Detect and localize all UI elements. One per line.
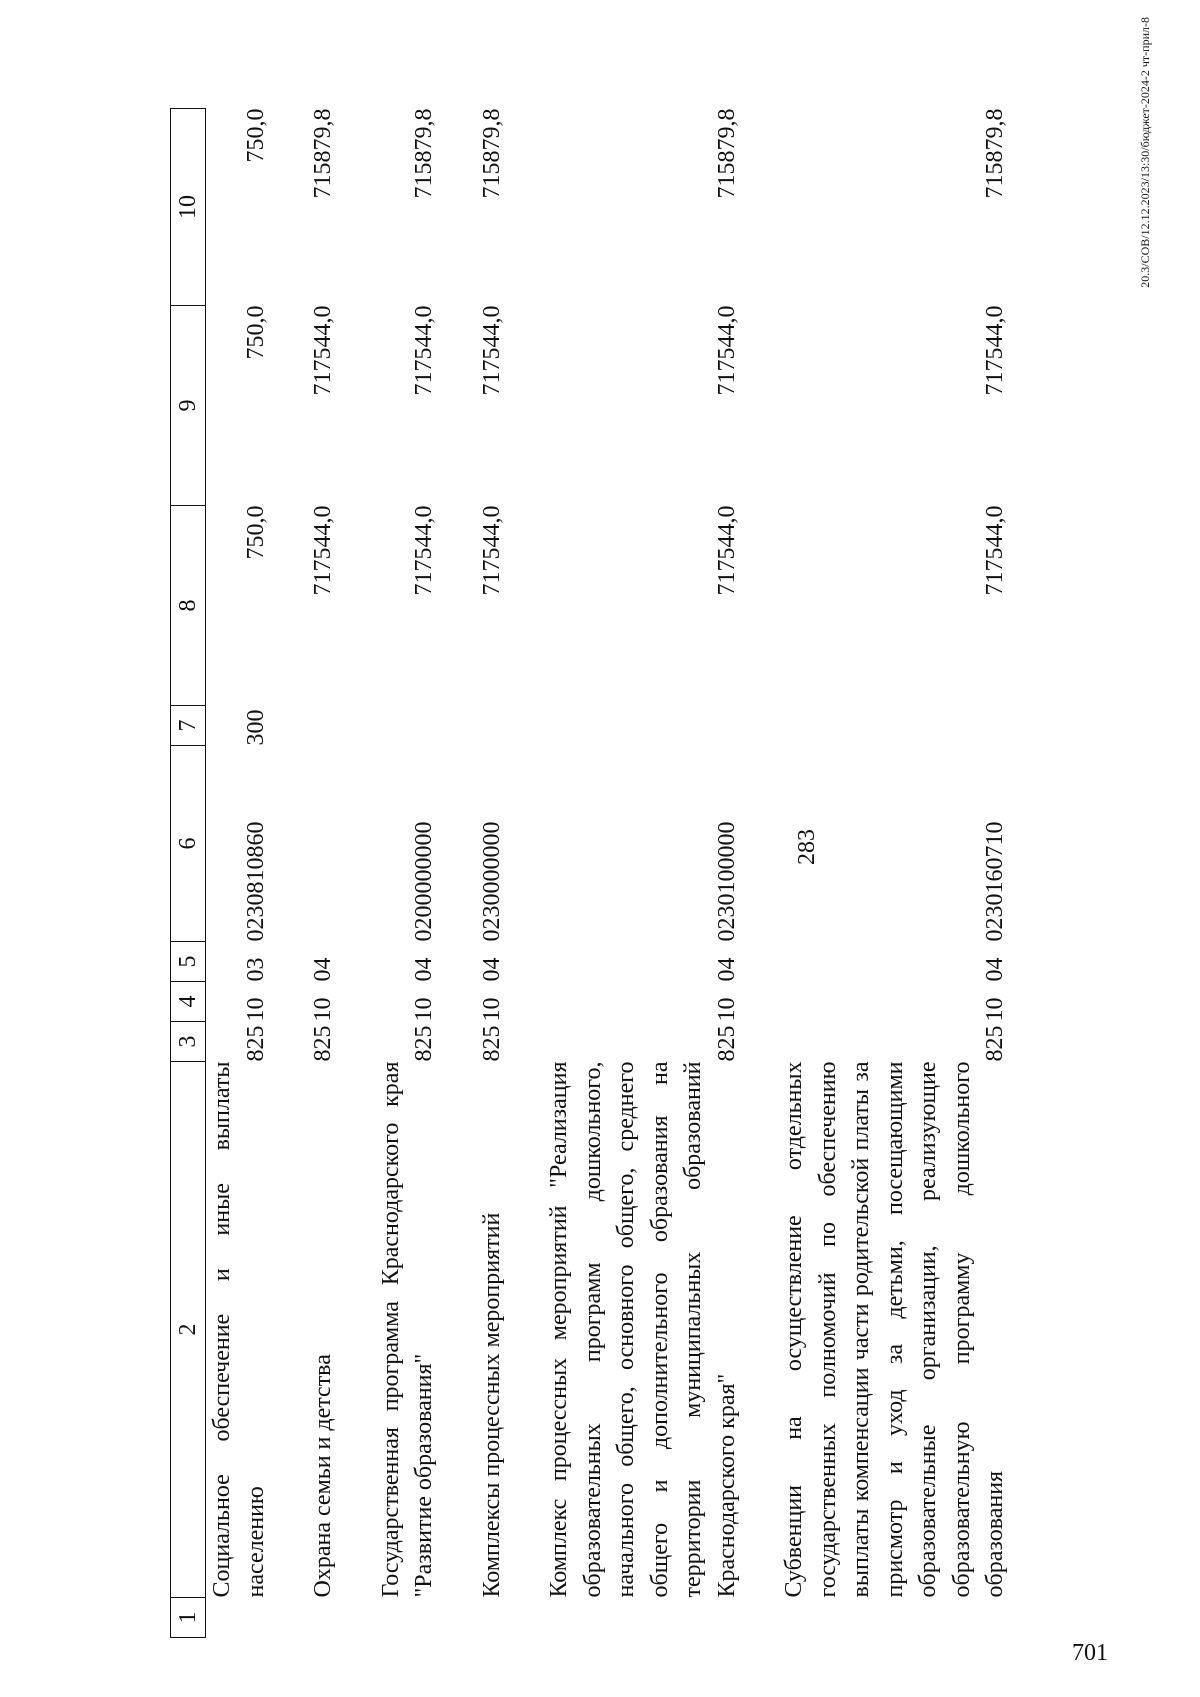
cell-section: 10 — [310, 997, 336, 1022]
cell-number — [206, 1598, 274, 1638]
col-header-4: 4 — [171, 982, 206, 1022]
cell-section: 10 — [478, 997, 505, 1022]
cell-target-article: 0230100000 — [713, 821, 740, 942]
cell-subsection: 04 — [713, 957, 740, 982]
cell-number — [307, 1598, 341, 1638]
cell-target-article: 0230000000 — [478, 821, 505, 942]
cell-amount-8: 717544,0 — [982, 505, 1008, 596]
col-header-8: 8 — [171, 506, 206, 706]
table-row — [476, 109, 510, 1638]
table-row — [206, 109, 274, 1638]
cell-target-article: 0230810860 — [242, 821, 269, 942]
cell-expense-type — [375, 706, 442, 746]
header-row — [171, 109, 206, 1638]
cell-code: 825 — [242, 1025, 269, 1062]
budget-table — [170, 108, 1013, 1638]
row-spacer — [744, 109, 778, 1638]
col-header-2: 2 — [171, 1062, 206, 1598]
budget-table-wrapper — [170, 109, 1013, 1638]
cell-amount-10: 750,0 — [242, 108, 269, 163]
cell-amount-8: 717544,0 — [310, 505, 336, 596]
cell-expense-type — [778, 706, 1013, 746]
page-number: 283 — [794, 829, 820, 865]
cell-amount-8: 717544,0 — [713, 505, 740, 596]
col-header-6: 6 — [171, 746, 206, 942]
cell-subsection: 03 — [242, 957, 269, 982]
cell-expense-type — [476, 706, 510, 746]
cell-amount-10: 715879,8 — [478, 108, 505, 199]
table-row — [307, 109, 341, 1638]
col-header-3: 3 — [171, 1022, 206, 1062]
cell-number — [375, 1598, 442, 1638]
table-row — [543, 109, 744, 1638]
cell-amount-10: 715879,8 — [411, 108, 437, 199]
cell-subsection: 04 — [411, 957, 437, 982]
cell-section: 10 — [982, 997, 1008, 1022]
cell-section: 10 — [411, 997, 437, 1022]
row-spacer — [273, 109, 307, 1638]
row-spacer — [509, 109, 543, 1638]
cell-target-article: 0230160710 — [982, 821, 1008, 942]
cell-subsection: 04 — [478, 957, 505, 982]
cell-amount-8: 717544,0 — [411, 505, 437, 596]
cell-section: 10 — [242, 997, 269, 1022]
cell-subsection: 04 — [982, 957, 1008, 982]
cell-target-article: 0200000000 — [411, 821, 437, 942]
row-spacer — [341, 109, 375, 1638]
cell-amount-10: 715879,8 — [310, 108, 336, 199]
cell-code: 825 — [713, 1025, 740, 1062]
cell-expense-type — [543, 706, 744, 746]
row-spacer — [442, 109, 476, 1638]
table-row — [375, 109, 442, 1638]
cell-amount-9: 717544,0 — [411, 305, 437, 396]
cell-amount-10: 715879,8 — [713, 108, 740, 199]
table-row — [778, 109, 1013, 1638]
cell-expense-type — [307, 706, 341, 746]
col-header-5: 5 — [171, 942, 206, 982]
cell-description: Охрана семьи и детства — [310, 1354, 336, 1598]
cell-number — [543, 1598, 744, 1638]
cell-description: Государственная программа Краснодарского края "Развитие образования" — [377, 1061, 437, 1598]
cell-code: 825 — [478, 1025, 505, 1062]
cell-amount-9: 717544,0 — [713, 305, 740, 396]
col-header-7: 7 — [171, 706, 206, 746]
cell-expense-type: 300 — [242, 709, 269, 746]
col-header-9: 9 — [171, 306, 206, 506]
cell-code: 825 — [310, 1025, 336, 1062]
cell-subsection: 04 — [310, 957, 336, 982]
cell-number — [778, 1598, 1013, 1638]
cell-code: 825 — [982, 1025, 1008, 1062]
document-stamp: 20.3/СОВ/12.12.2023/13:30/бюджет-2024-2 чт-прил-8 — [1138, 17, 1152, 288]
col-header-1: 1 — [171, 1598, 206, 1638]
cell-amount-9: 750,0 — [242, 305, 269, 360]
cell-description: Комплекс процессных мероприятий "Реализация образовательных программ дошкольного, начального общего, основного общего, среднего общего и дополнительного образования на территории муниципальных образований Краснодарского края" — [546, 1061, 740, 1598]
cell-description: Социальное обеспечение и иные выплаты населению — [209, 1061, 269, 1598]
cell-amount-8: 750,0 — [242, 505, 269, 560]
cell-description: Комплексы процессных мероприятий — [478, 1212, 505, 1598]
cell-amount-9: 717544,0 — [478, 305, 505, 396]
cell-amount-10: 715879,8 — [982, 108, 1008, 199]
cell-section: 10 — [713, 997, 740, 1022]
cell-description: Субвенции на осуществление отдельных государственных полномочий по обеспечению выплаты компенсации части родительской платы за присмотр и уход за детьми, посещающими образовательные организации, реализующие образовательную программу дошкольного образования — [781, 1061, 1008, 1598]
cell-amount-8: 717544,0 — [478, 505, 505, 596]
cell-amount-9: 717544,0 — [982, 305, 1008, 396]
col-header-10: 10 — [171, 109, 206, 306]
cell-number — [476, 1598, 510, 1638]
cell-target-article — [307, 746, 341, 942]
sheet-number: 701 — [1072, 1640, 1108, 1666]
cell-amount-9: 717544,0 — [310, 305, 336, 396]
cell-code: 825 — [411, 1025, 437, 1062]
